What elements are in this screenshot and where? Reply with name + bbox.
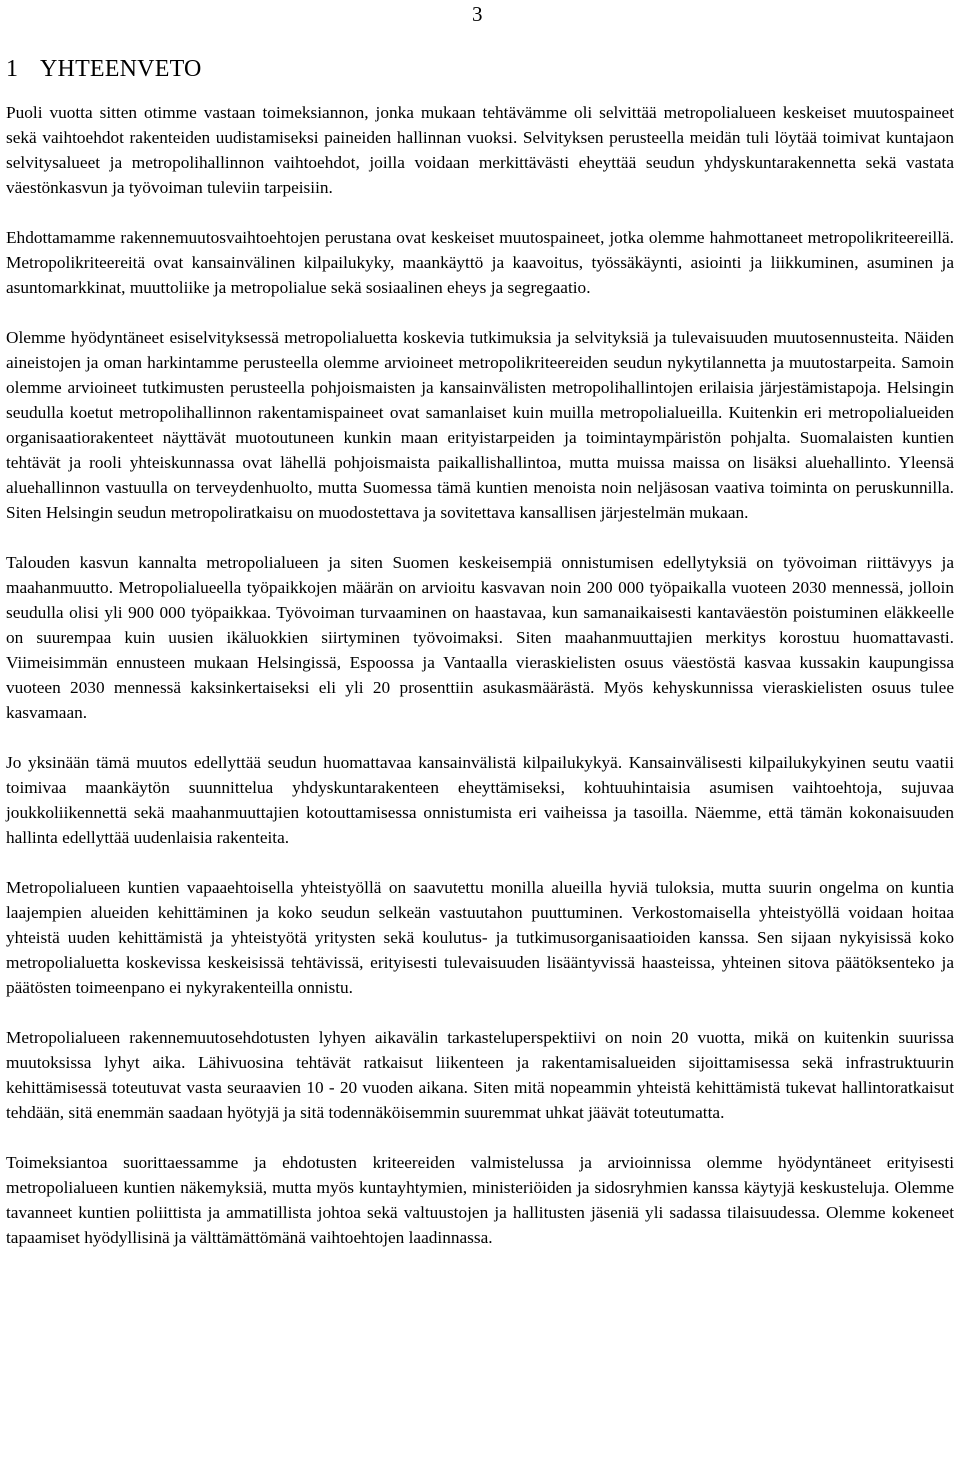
paragraph-2: Ehdottamamme rakennemuutosvaihtoehtojen perustana ovat keskeiset muutospaineet, jotka olemme hahmottaneet metropolikriteereillä. Metropolikriteereitä ovat kansainvälinen kilpailukyky, maankäyttö ja kaavoitus, työssäkäynti, asiointi ja liikkuminen, asuminen ja asuntomarkkinat, muuttoliike ja metropolialue sekä sosiaalinen eheys ja segregaatio. — [6, 228, 954, 297]
paragraph-7: Metropolialueen rakennemuutosehdotusten lyhyen aikavälin tarkasteluperspektiivi on noin 20 vuotta, mikä on kuitenkin suurissa muutoksissa lyhyt aika. Lähivuosina tehtävät ratkaisut liikenteen ja rakentamisalueiden sijoittamisessa sekä infrastruktuurin kehittämisessä toteutuvat vasta seuraavien 10 - 20 vuoden aikana. Siten mitä nopeammin yhteistä kehittämistä tukevat hallintoratkaisut tehdään, sitä enemmän saadaan hyötyjä ja sitä todennäköisemmin suuremmat uhkat jäävät toteutumatta. — [6, 1028, 954, 1122]
paragraph-3: Olemme hyödyntäneet esiselvityksessä metropolialuetta koskevia tutkimuksia ja selvityksiä ja tulevaisuuden muutosennusteita. Näiden aineistojen ja oman harkintamme perusteella olemme arvioineet metropolikriteereiden seudun nykytilannetta ja muutostarpeita. Samoin olemme arvioineet tutkimusten perusteella pohjoismaisten ja kansainvälisten metropolihallintojen erilaisia järjestämistapoja. Helsingin seudulla koetut metropolihallinnon rakentamispaineet ovat samanlaiset kuin muilla metropolialueilla. Kuitenkin eri metropolialueiden organisaatiorakenteet näyttävät muotoutuneen kunkin maan erityistarpeiden ja toimintaympäristön pohjalta. Suomalaisten kuntien tehtävät ja rooli yhteiskunnassa ovat lähellä pohjoismaista paikallishallintoa, mutta muissa maissa on lisäksi aluehallinto. Yleensä aluehallinnon vastuulla on terveydenhuolto, mutta Suomessa tämä kuntien menoista noin neljäsosan vaativa toiminta on peruskunnilla. Siten Helsingin seudun metropoliratkaisu on muodostettava ja sovitettava kansallisen järjestelmän mukaan. — [6, 328, 954, 522]
paragraph-1: Puoli vuotta sitten otimme vastaan toimeksiannon, jonka mukaan tehtävämme oli selvittää metropolialueen keskeiset muutospaineet sekä vaihtoehdot rakenteiden uudistamiseksi paineiden hallinnan vuoksi. Selvityksen perusteella meidän tuli löytää toimivat kuntajaon selvitysalueet ja metropolihallinnon vaihtoehdot, joilla voidaan merkittävästi eheyttää seudun yhdyskuntarakennetta sekä vastata väestönkasvun ja työvoiman tuleviin tarpeisiin. — [6, 103, 954, 197]
paragraph-6: Metropolialueen kuntien vapaaehtoisella yhteistyöllä on saavutettu monilla alueilla hyviä tuloksia, mutta suurin ongelma on kuntia laajempien alueiden kehittäminen ja koko seudun selkeän vastuutahon puuttuminen. Verkostomaisella yhteistyöllä voidaan hoitaa yhteistä uuden kehittämistä ja yhteistyötä yritysten sekä koulutus- ja tutkimusorganisaatioiden kanssa. Sen sijaan nykyisissä koko metropolialuetta koskevissa keskeisissä tehtävissä, erityisesti tulevaisuuden lisääntyvissä haasteissa, yhteinen sitova päätöksenteko ja päätösten toimeenpano ei nykyrakenteilla onnistu. — [6, 878, 954, 997]
paragraph-4: Talouden kasvun kannalta metropolialueen ja siten Suomen keskeisempiä onnistumisen edellytyksiä on työvoiman riittävyys ja maahanmuutto. Metropolialueella työpaikkojen määrän on arvioitu kasvavan noin 200 000 työpaikalla vuoteen 2030 mennessä, jolloin seudulla olisi yli 900 000 työpaikkaa. Työvoiman turvaaminen on haastavaa, kun samanaikaisesti kantaväestön poistuminen eläkkeelle on suurempaa kuin uusien ikäluokkien siirtyminen työvoimaksi. Siten maahanmuuttajien merkitys korostuu huomattavasti. Viimeisimmän ennusteen mukaan Helsingissä, Espoossa ja Vantaalla vieraskielisten osuus väestöstä kasvaa kussakin kaupungissa vuoteen 2030 mennessä kaksinkertaiseksi eli yli 20 prosenttiin asukasmäärästä. Myös kehyskunnissa vieraskielisten osuus tulee kasvamaan. — [6, 553, 954, 722]
section-heading — [6, 54, 202, 84]
paragraph-5: Jo yksinään tämä muutos edellyttää seudun huomattavaa kansainvälistä kilpailukykyä. Kansainvälisesti kilpailukykyinen seutu vaatii toimivaa maankäytön suunnittelua yhdyskuntarakenteen eheyttämiseksi, kohtuuhintaisia asumisen vaihtoehtoja, sujuvaa joukkoliikennettä sekä maahanmuuttajien kotouttamisessa onnistumista eri vaiheissa ja tasoilla. Näemme, että tämän kokonaisuuden hallinta edellyttää uudenlaisia rakenteita. — [6, 753, 954, 847]
section-number: 1 — [6, 56, 19, 82]
page-number: 3 — [472, 2, 483, 26]
paragraph-8: Toimeksiantoa suorittaessamme ja ehdotusten kriteereiden valmistelussa ja arvioinnissa olemme hyödyntäneet erityisesti metropolialueen kuntien näkemyksiä, mutta myös kuntayhtymien, ministeriöiden ja sidosryhmien kanssa käytyjä keskusteluja. Olemme tavanneet kuntien poliittista ja ammatillista johtoa sekä valtuustojen ja hallitusten jäseniä yli sadassa tilaisuudessa. Olemme kokeneet tapaamiset hyödyllisinä ja välttämättömänä vaihtoehtojen laadinnassa. — [6, 1153, 954, 1247]
document-body — [6, 100, 954, 1275]
section-title: YHTEENVETO — [40, 56, 202, 82]
